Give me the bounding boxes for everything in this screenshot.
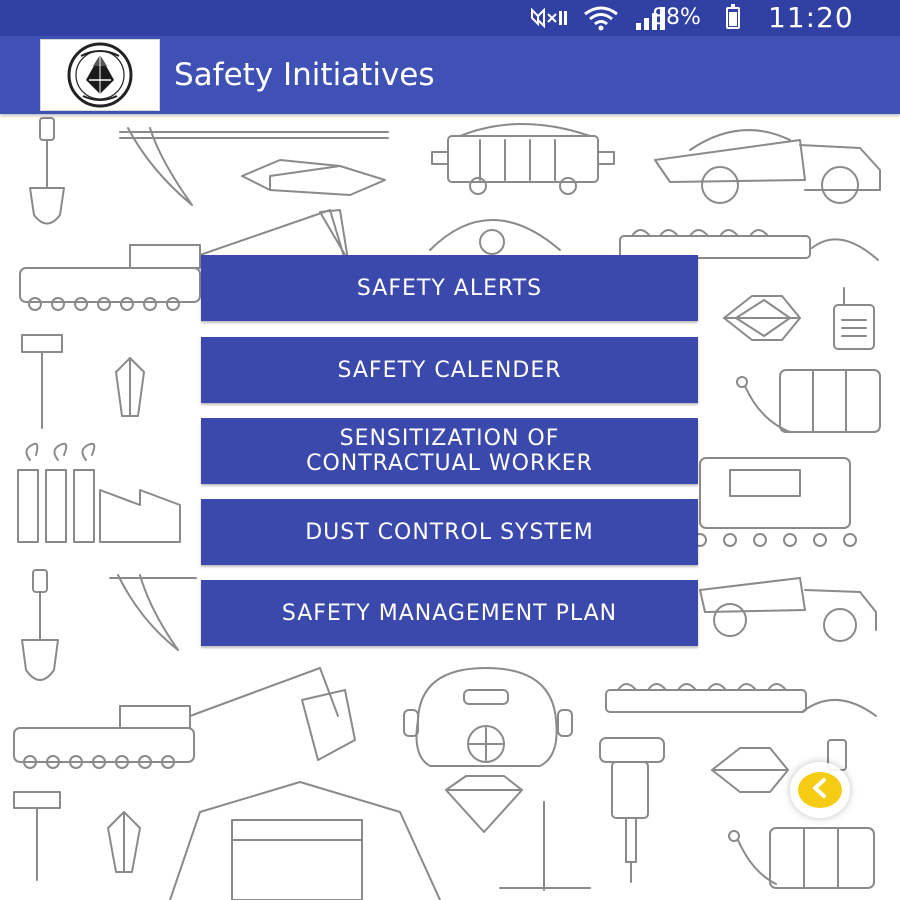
safety-alerts-button[interactable] <box>201 255 698 321</box>
status-time: 11:20 <box>768 1 854 34</box>
chevron-left-icon <box>809 777 831 803</box>
battery-icon <box>726 7 740 29</box>
wifi-icon <box>582 5 620 31</box>
safety-calender-button[interactable] <box>201 337 698 403</box>
safety-calender-label: SAFETY CALENDER <box>337 357 562 383</box>
status-icons <box>528 5 670 31</box>
safety-management-plan-label: SAFETY MANAGEMENT PLAN <box>281 600 618 626</box>
status-bar <box>0 0 900 36</box>
dust-control-system-label: DUST CONTROL SYSTEM <box>305 519 594 545</box>
dust-control-system-button[interactable] <box>201 499 698 565</box>
coal-india-logo <box>40 39 160 111</box>
mute-icon <box>528 5 568 31</box>
safety-management-plan-button[interactable] <box>201 580 698 646</box>
fab-circle <box>798 772 842 808</box>
back-fab-button[interactable] <box>790 762 850 818</box>
safety-alerts-label: SAFETY ALERTS <box>356 275 543 301</box>
sensitization-of-contractual-worker-button[interactable] <box>201 418 698 484</box>
battery-percent: 88% <box>652 5 701 30</box>
app-title: Safety Initiatives <box>174 57 435 93</box>
app-bar <box>0 36 900 114</box>
sensitization-label-line-1: SENSITIZATION OF <box>339 426 560 451</box>
sensitization-label-line-2: CONTRACTUAL WORKER <box>306 451 593 476</box>
